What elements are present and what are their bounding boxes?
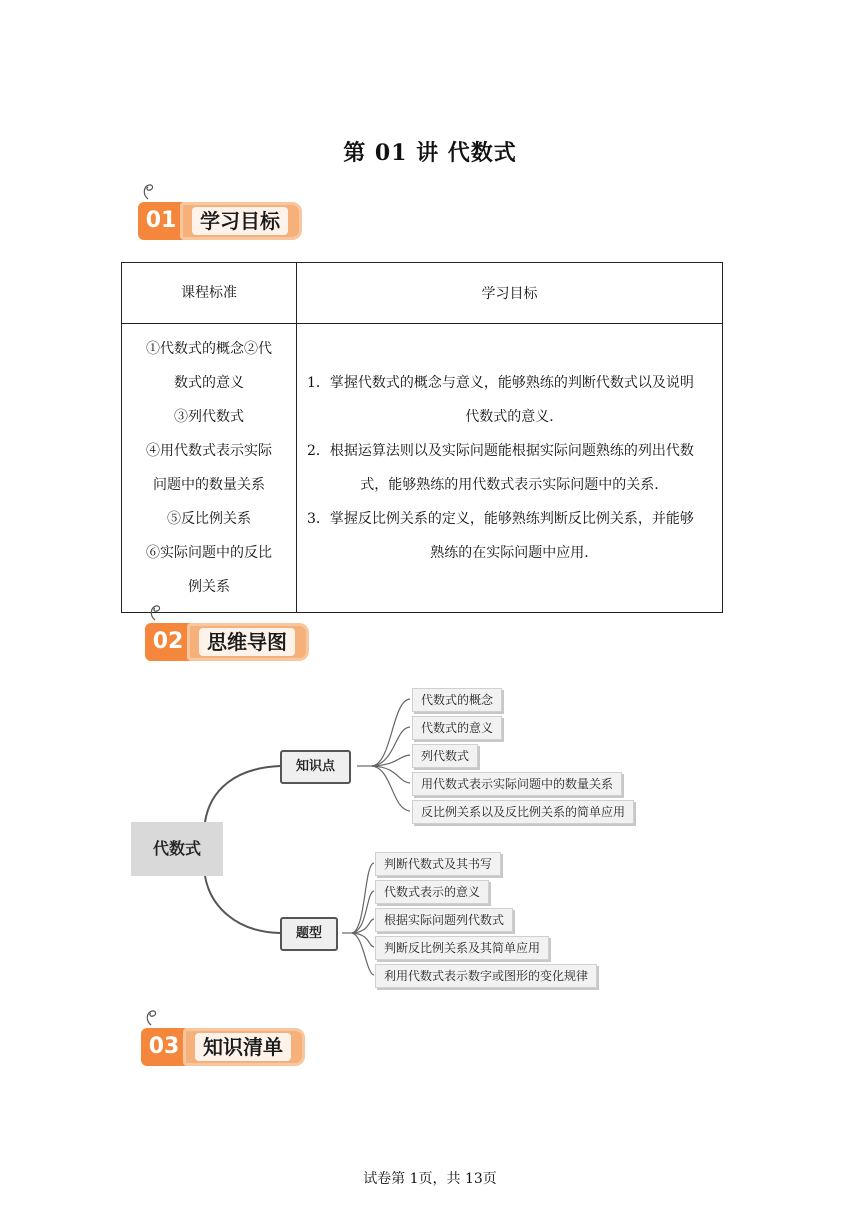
standard-line: 例关系: [188, 579, 230, 595]
goals-cell: [297, 324, 723, 613]
mindmap-leaf: 代数式的概念: [412, 688, 502, 712]
curl-icon: [140, 182, 156, 200]
table-row: [122, 324, 723, 613]
section-label: 学习目标: [192, 207, 288, 235]
page-footer: 试卷第 1页，共 13页: [363, 1171, 497, 1187]
goal-line: 1．掌握代数式的概念与意义，能够熟练的判断代数式以及说明: [307, 375, 694, 391]
standard-line: 问题中的数量关系: [153, 477, 265, 493]
goal-item: [307, 502, 712, 570]
goal-line: 2．根据运算法则以及实际问题能根据实际问题熟练的列出代数: [307, 443, 694, 459]
section-number: 01: [138, 202, 184, 240]
mindmap-leaf: 代数式的意义: [412, 716, 502, 740]
standards-cell: [122, 324, 297, 613]
mindmap-leaf: 根据实际问题列代数式: [375, 908, 513, 932]
mindmap-leaf: 利用代数式表示数字或图形的变化规律: [375, 964, 597, 988]
section-label: 思维导图: [199, 628, 295, 656]
standard-line: ⑤反比例关系: [167, 511, 251, 527]
section-number: 03: [141, 1028, 187, 1066]
table-header-row: [122, 263, 723, 324]
section-label-wrap: [187, 623, 309, 661]
header-goal: 学习目标: [297, 263, 723, 324]
section-label-wrap: [183, 1028, 305, 1066]
mindmap-leaf: 反比例关系以及反比例关系的简单应用: [412, 800, 634, 824]
section-number: 02: [145, 623, 191, 661]
standard-line: 数式的意义: [174, 375, 244, 391]
page-title: 第 01 讲 代数式: [343, 140, 517, 166]
mindmap-root: 代数式: [131, 822, 223, 876]
mindmap-leaf: 用代数式表示实际问题中的数量关系: [412, 772, 622, 796]
section-label: 知识清单: [195, 1033, 291, 1061]
mindmap-leaf: 代数式表示的意义: [375, 880, 489, 904]
standard-line: ③列代数式: [174, 409, 244, 425]
standard-line: ①代数式的概念②代: [146, 341, 272, 357]
mindmap-branch-knowledge: 知识点: [280, 750, 351, 784]
goal-line: 式，能够熟练的用代数式表示实际问题中的关系.: [360, 477, 659, 493]
goals-table: [121, 262, 723, 613]
standard-line: ④用代数式表示实际: [146, 443, 272, 459]
mindmap-leaf: 判断反比例关系及其简单应用: [375, 936, 549, 960]
section-label-wrap: [180, 202, 302, 240]
goal-line: 代数式的意义.: [465, 409, 554, 425]
header-standard: 课程标准: [122, 263, 297, 324]
goal-item: [307, 434, 712, 502]
goal-item: [307, 366, 712, 434]
goal-line: 熟练的在实际问题中应用.: [430, 545, 589, 561]
curl-icon: [147, 603, 163, 621]
goal-line: 3．掌握反比例关系的定义，能够熟练判断反比例关系，并能够: [307, 511, 694, 527]
mindmap-leaf: 判断代数式及其书写: [375, 852, 501, 876]
curl-icon: [143, 1008, 159, 1026]
standard-line: ⑥实际问题中的反比: [146, 545, 272, 561]
mindmap-branch-question-types: 题型: [280, 917, 338, 951]
mindmap-leaf: 列代数式: [412, 744, 478, 768]
